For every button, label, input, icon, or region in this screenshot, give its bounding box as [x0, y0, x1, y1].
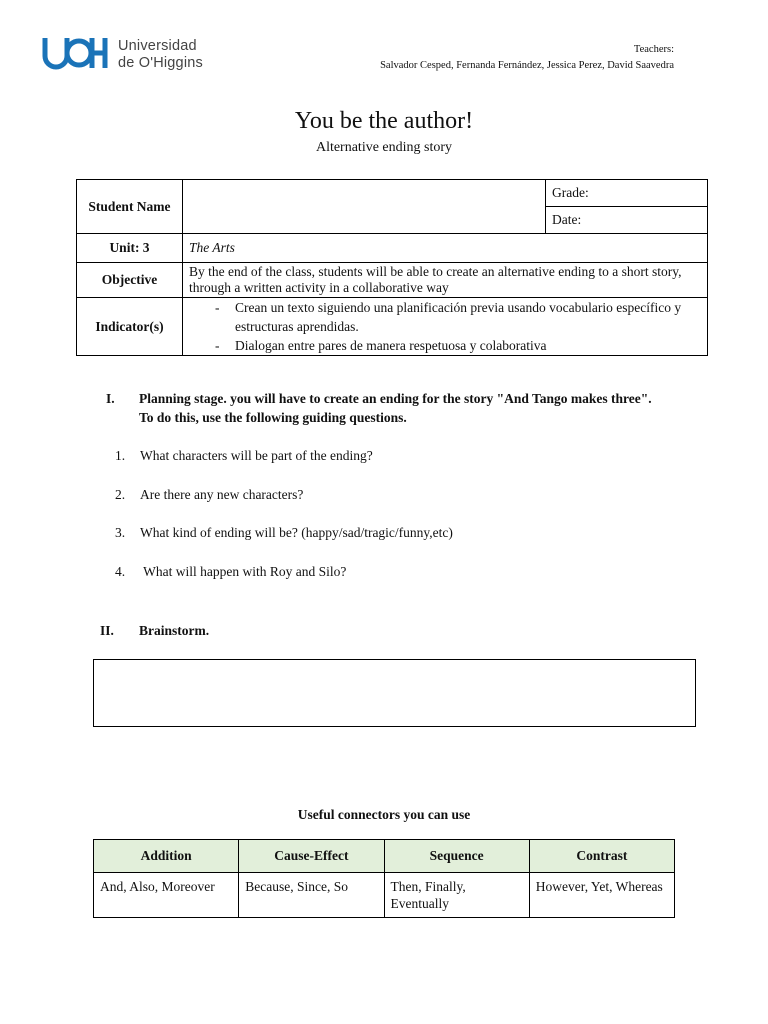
university-logo — [42, 36, 222, 72]
objective-value: By the end of the class, students will be able to create an alternative ending to a short story, through a written activity in a collaborative way — [183, 263, 708, 298]
section2-heading: Brainstorm. — [139, 623, 210, 638]
question-number: 3. — [115, 525, 126, 540]
connector-cell-addition: And, Also, Moreover — [94, 873, 239, 918]
student-name-field[interactable] — [183, 180, 546, 234]
connector-header-cause-effect: Cause-Effect — [239, 840, 384, 873]
logo-text-line1: Universidad — [118, 38, 197, 54]
connectors-title: Useful connectors you can use — [297, 807, 471, 822]
indicator-item: - Dialogan entre pares de manera respetuosa y colaborativa — [189, 336, 701, 355]
uoh-logo-icon — [42, 36, 108, 70]
section2-numeral: II. — [100, 623, 114, 638]
student-name-label: Student Name — [77, 180, 183, 234]
indicators-list — [189, 298, 701, 355]
indicator-item: - Crean un texto siguiendo una planificación previa usando vocabulario específico y estructuras aprendidas. — [189, 298, 701, 336]
connector-header-addition: Addition — [94, 840, 239, 873]
date-field[interactable]: Date: — [546, 207, 708, 234]
grade-field[interactable]: Grade: — [546, 180, 708, 207]
indicators-cell — [183, 298, 708, 356]
university-name — [118, 38, 203, 72]
connector-cell-sequence: Then, Finally, Eventually — [384, 873, 529, 918]
page-subtitle: Alternative ending story — [315, 140, 453, 155]
connectors-table — [93, 839, 675, 918]
question-number: 4. — [115, 564, 126, 579]
teachers-block — [380, 42, 674, 74]
teachers-names: Salvador Cesped, Fernanda Fernández, Jessica Perez, David Saavedra — [380, 60, 674, 71]
objective-label: Objective — [77, 263, 183, 298]
unit-label: Unit: 3 — [77, 234, 183, 263]
connector-header-contrast: Contrast — [529, 840, 674, 873]
section1-heading: Planning stage. you will have to create an ending for the story "And Tango makes three". To do this, use the following guiding questions. — [139, 391, 652, 425]
question-text: What will happen with Roy and Silo? — [140, 564, 347, 579]
section1-numeral: I. — [106, 391, 115, 406]
unit-value: The Arts — [183, 234, 708, 263]
brainstorm-box[interactable] — [93, 659, 696, 727]
question-text: What kind of ending will be? (happy/sad/tragic/funny,etc) — [140, 525, 453, 540]
question-text: What characters will be part of the ending? — [140, 448, 373, 463]
indicators-label: Indicator(s) — [77, 298, 183, 356]
question-number: 1. — [115, 448, 126, 463]
question-number: 2. — [115, 487, 126, 502]
connector-cell-cause-effect: Because, Since, So — [239, 873, 384, 918]
page-title: You be the author! — [294, 108, 474, 134]
question-text: Are there any new characters? — [140, 487, 304, 502]
teachers-label: Teachers: — [633, 44, 674, 55]
connector-header-sequence: Sequence — [384, 840, 529, 873]
student-info-table — [76, 179, 708, 356]
logo-text-line2: de O'Higgins — [118, 55, 203, 71]
connector-cell-contrast: However, Yet, Whereas — [529, 873, 674, 918]
